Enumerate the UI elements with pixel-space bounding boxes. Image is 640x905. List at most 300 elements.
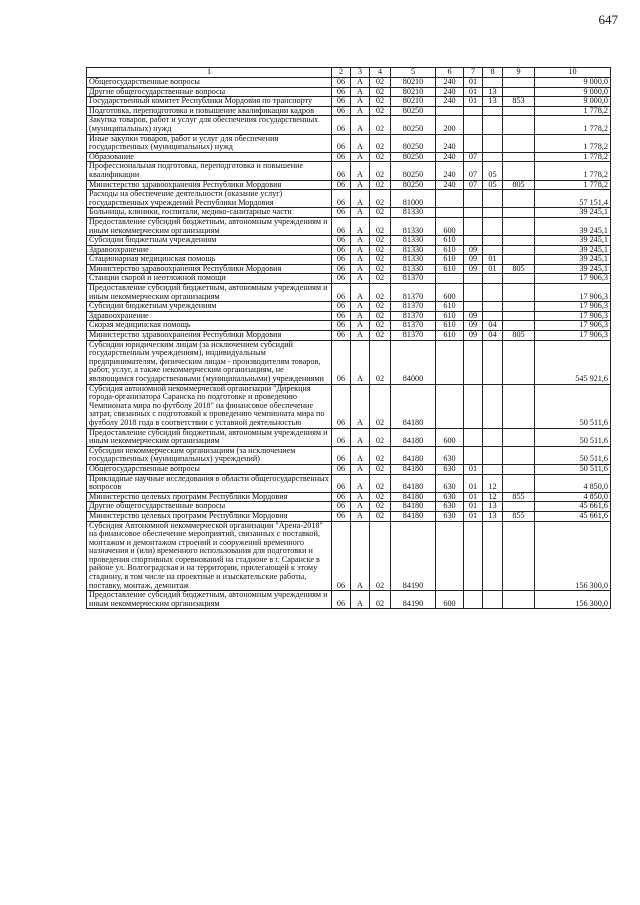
row-name: Стационарная медицинская помощь: [87, 255, 332, 265]
row-amount: 39 245,1: [535, 208, 611, 218]
table-row: [87, 190, 611, 208]
row-code-7: [464, 521, 483, 591]
row-code-9: [503, 190, 535, 208]
row-code-5: 81370: [391, 284, 436, 302]
column-header: 6: [436, 68, 464, 78]
row-name: Общегосударственные вопросы: [87, 464, 332, 474]
table-row: [87, 162, 611, 180]
row-name: Прикладные научные исследования в области общегосударственных вопросов: [87, 474, 332, 492]
row-code-2: 06: [332, 134, 351, 152]
row-code-9: [503, 521, 535, 591]
row-code-4: 02: [370, 521, 391, 591]
table-row: [87, 274, 611, 284]
row-code-6: 610: [436, 321, 464, 331]
table-row: [87, 474, 611, 492]
row-code-5: 84180: [391, 428, 436, 446]
row-code-9: [503, 116, 535, 134]
row-code-2: 06: [332, 331, 351, 341]
row-code-6: 630: [436, 464, 464, 474]
row-code-4: 02: [370, 492, 391, 502]
row-name: Государственный комитет Республики Мордовия по транспорту: [87, 97, 332, 107]
row-code-3: А: [351, 492, 370, 502]
row-code-3: А: [351, 236, 370, 246]
row-code-6: [436, 208, 464, 218]
row-code-3: А: [351, 464, 370, 474]
row-code-5: 84180: [391, 384, 436, 428]
row-code-9: [503, 502, 535, 512]
row-name: Субсидии бюджетным учреждениям: [87, 302, 332, 312]
row-code-4: 02: [370, 428, 391, 446]
row-code-2: 06: [332, 521, 351, 591]
row-amount: 17 906,3: [535, 331, 611, 341]
row-code-2: 06: [332, 464, 351, 474]
table-row: [87, 134, 611, 152]
row-code-7: 07: [464, 180, 483, 190]
row-name: Субсидия автономной некоммерческой организации "Дирекция города-организатора Саранска по подготовке и проведению Чемпионата мира по футболу 2018" на финансовое обеспечение затрат, связанных с подготовкой к проведению чемпионата мира по футболу 2018 года в соответствии с уставной деятельностью: [87, 384, 332, 428]
column-header: 9: [503, 68, 535, 78]
row-name: Предоставление субсидий бюджетным, автономным учреждениям и иным некоммерческим организациям: [87, 217, 332, 235]
row-code-7: 09: [464, 321, 483, 331]
row-code-7: [464, 591, 483, 609]
row-code-2: 06: [332, 321, 351, 331]
row-code-2: 06: [332, 474, 351, 492]
row-code-7: 07: [464, 162, 483, 180]
table-row: [87, 591, 611, 609]
row-code-5: 84000: [391, 340, 436, 384]
row-code-9: [503, 134, 535, 152]
row-name: Расходы на обеспечение деятельности (оказание услуг) государственных учреждений Республики Мордовия: [87, 190, 332, 208]
row-code-6: 240: [436, 87, 464, 97]
row-code-9: [503, 208, 535, 218]
row-amount: 17 906,3: [535, 321, 611, 331]
row-code-8: [483, 274, 503, 284]
row-amount: 50 511,6: [535, 384, 611, 428]
row-code-4: 02: [370, 311, 391, 321]
row-code-3: А: [351, 208, 370, 218]
row-code-6: 240: [436, 152, 464, 162]
row-code-3: А: [351, 474, 370, 492]
row-code-9: 805: [503, 331, 535, 341]
column-header: 2: [332, 68, 351, 78]
row-code-6: 240: [436, 180, 464, 190]
row-code-2: 06: [332, 190, 351, 208]
row-code-4: 02: [370, 78, 391, 88]
row-code-8: [483, 245, 503, 255]
row-code-5: 84180: [391, 502, 436, 512]
row-name: Образование: [87, 152, 332, 162]
row-code-6: 200: [436, 116, 464, 134]
row-code-4: 02: [370, 274, 391, 284]
row-code-2: 06: [332, 106, 351, 116]
table-row: [87, 264, 611, 274]
row-code-7: [464, 340, 483, 384]
row-code-8: 12: [483, 492, 503, 502]
row-code-2: 06: [332, 446, 351, 464]
row-code-3: А: [351, 106, 370, 116]
row-code-7: [464, 217, 483, 235]
row-code-4: 02: [370, 474, 391, 492]
table-row: [87, 311, 611, 321]
row-code-6: 630: [436, 492, 464, 502]
row-code-5: 81370: [391, 302, 436, 312]
row-name: Профессиональная подготовка, переподготовка и повышение квалификации: [87, 162, 332, 180]
row-code-4: 02: [370, 245, 391, 255]
row-code-2: 06: [332, 217, 351, 235]
row-code-2: 06: [332, 97, 351, 107]
row-code-6: 610: [436, 302, 464, 312]
row-code-9: [503, 255, 535, 265]
row-code-5: 84180: [391, 446, 436, 464]
row-code-4: 02: [370, 87, 391, 97]
row-code-2: 06: [332, 245, 351, 255]
row-code-3: А: [351, 591, 370, 609]
row-amount: 50 511,6: [535, 464, 611, 474]
row-code-8: [483, 591, 503, 609]
row-code-3: А: [351, 180, 370, 190]
row-code-8: [483, 340, 503, 384]
row-code-2: 06: [332, 502, 351, 512]
row-code-6: [436, 384, 464, 428]
table-row: [87, 302, 611, 312]
row-code-6: 630: [436, 502, 464, 512]
row-amount: 57 151,4: [535, 190, 611, 208]
row-code-3: А: [351, 245, 370, 255]
row-code-2: 06: [332, 180, 351, 190]
table-row: [87, 116, 611, 134]
row-amount: 17 906,3: [535, 311, 611, 321]
row-code-8: [483, 116, 503, 134]
row-code-4: 02: [370, 255, 391, 265]
column-header: 5: [391, 68, 436, 78]
row-code-5: 84180: [391, 474, 436, 492]
table-row: [87, 464, 611, 474]
row-code-2: 06: [332, 208, 351, 218]
row-amount: 9 000,0: [535, 78, 611, 88]
row-code-8: [483, 78, 503, 88]
row-code-2: 06: [332, 162, 351, 180]
row-code-3: А: [351, 311, 370, 321]
row-amount: 1 778,2: [535, 162, 611, 180]
row-code-6: 610: [436, 255, 464, 265]
row-code-6: 240: [436, 97, 464, 107]
row-code-8: [483, 384, 503, 428]
table-row: [87, 106, 611, 116]
table-row: [87, 502, 611, 512]
row-name: Субсидии некоммерческим организациям (за исключением государственных (муниципальных) учреждений): [87, 446, 332, 464]
table-row: [87, 78, 611, 88]
row-code-4: 02: [370, 190, 391, 208]
row-code-3: А: [351, 511, 370, 521]
row-code-8: [483, 152, 503, 162]
row-code-5: 81370: [391, 321, 436, 331]
row-code-5: 81370: [391, 331, 436, 341]
row-code-7: 01: [464, 492, 483, 502]
table-row: [87, 492, 611, 502]
row-code-8: [483, 446, 503, 464]
row-code-9: [503, 236, 535, 246]
row-code-3: А: [351, 162, 370, 180]
row-code-6: 600: [436, 428, 464, 446]
row-code-2: 06: [332, 384, 351, 428]
row-amount: 9 000,0: [535, 97, 611, 107]
row-code-3: А: [351, 331, 370, 341]
row-code-5: 80250: [391, 152, 436, 162]
page-number: 647: [598, 12, 618, 27]
row-code-9: [503, 321, 535, 331]
table-row: [87, 321, 611, 331]
row-code-4: 02: [370, 302, 391, 312]
row-code-9: [503, 340, 535, 384]
row-code-8: 04: [483, 321, 503, 331]
row-code-9: [503, 428, 535, 446]
table-row: [87, 152, 611, 162]
table-row: [87, 446, 611, 464]
row-name: Министерство целевых программ Республики Мордовия: [87, 492, 332, 502]
row-code-9: [503, 245, 535, 255]
row-code-5: 80210: [391, 78, 436, 88]
row-code-7: 09: [464, 255, 483, 265]
row-code-6: 630: [436, 446, 464, 464]
row-code-8: 05: [483, 162, 503, 180]
row-code-7: 01: [464, 511, 483, 521]
row-code-7: [464, 208, 483, 218]
row-code-3: А: [351, 152, 370, 162]
row-amount: 50 511,6: [535, 446, 611, 464]
row-amount: 156 300,0: [535, 521, 611, 591]
row-name: Скорая медицинская помощь: [87, 321, 332, 331]
row-code-4: 02: [370, 321, 391, 331]
row-code-2: 06: [332, 591, 351, 609]
row-code-8: 01: [483, 264, 503, 274]
row-amount: 45 661,6: [535, 511, 611, 521]
row-amount: 1 778,2: [535, 134, 611, 152]
row-code-6: 630: [436, 511, 464, 521]
row-code-8: [483, 106, 503, 116]
table-row: [87, 217, 611, 235]
budget-table: [86, 67, 611, 609]
row-code-5: 81330: [391, 255, 436, 265]
row-name: Больницы, клиники, госпитали, медико-санитарные части: [87, 208, 332, 218]
row-code-2: 06: [332, 255, 351, 265]
row-code-5: 80250: [391, 162, 436, 180]
row-code-7: 09: [464, 331, 483, 341]
row-name: Министерство здравоохранения Республики Мордовия: [87, 180, 332, 190]
row-code-5: 80250: [391, 134, 436, 152]
row-name: Предоставление субсидий бюджетным, автономным учреждениям и иным некоммерческим организациям: [87, 284, 332, 302]
row-code-6: 610: [436, 311, 464, 321]
row-code-9: [503, 274, 535, 284]
row-code-3: А: [351, 255, 370, 265]
row-code-3: А: [351, 134, 370, 152]
row-code-4: 02: [370, 217, 391, 235]
row-code-5: 84190: [391, 521, 436, 591]
row-code-9: [503, 474, 535, 492]
row-code-3: А: [351, 190, 370, 208]
row-code-9: 805: [503, 180, 535, 190]
row-code-7: 01: [464, 87, 483, 97]
row-code-7: 09: [464, 311, 483, 321]
row-code-5: 81370: [391, 311, 436, 321]
row-code-9: [503, 217, 535, 235]
row-code-4: 02: [370, 236, 391, 246]
row-code-2: 06: [332, 264, 351, 274]
row-code-2: 06: [332, 511, 351, 521]
row-name: Здравоохранение: [87, 311, 332, 321]
row-code-9: [503, 384, 535, 428]
row-code-4: 02: [370, 340, 391, 384]
row-code-7: 07: [464, 152, 483, 162]
row-code-4: 02: [370, 464, 391, 474]
row-code-3: А: [351, 521, 370, 591]
row-code-7: [464, 106, 483, 116]
row-code-5: 84180: [391, 492, 436, 502]
row-code-7: 01: [464, 502, 483, 512]
row-code-3: А: [351, 321, 370, 331]
table-row: [87, 331, 611, 341]
table-row: [87, 511, 611, 521]
row-code-8: 12: [483, 474, 503, 492]
row-code-4: 02: [370, 446, 391, 464]
row-amount: 1 778,2: [535, 180, 611, 190]
row-code-9: [503, 162, 535, 180]
row-code-9: [503, 446, 535, 464]
row-code-6: 600: [436, 591, 464, 609]
row-code-6: 240: [436, 134, 464, 152]
row-code-3: А: [351, 274, 370, 284]
row-amount: 156 300,0: [535, 591, 611, 609]
row-code-3: А: [351, 87, 370, 97]
row-code-3: А: [351, 116, 370, 134]
row-code-9: [503, 591, 535, 609]
table-body: [87, 78, 611, 609]
row-code-8: [483, 464, 503, 474]
row-code-2: 06: [332, 311, 351, 321]
table-header-row: [87, 68, 611, 78]
table-row: [87, 384, 611, 428]
row-code-2: 06: [332, 274, 351, 284]
row-code-3: А: [351, 340, 370, 384]
table-row: [87, 340, 611, 384]
row-amount: 39 245,1: [535, 245, 611, 255]
row-code-6: [436, 340, 464, 384]
row-code-5: 84190: [391, 591, 436, 609]
row-name: Другие общегосударственные вопросы: [87, 502, 332, 512]
column-header: 8: [483, 68, 503, 78]
row-code-9: [503, 106, 535, 116]
row-code-8: [483, 311, 503, 321]
row-code-8: [483, 134, 503, 152]
row-code-9: [503, 311, 535, 321]
row-code-7: 09: [464, 245, 483, 255]
row-code-9: 805: [503, 264, 535, 274]
row-code-4: 02: [370, 106, 391, 116]
row-name: Субсидии юридическим лицам (за исключением субсидий государственным учреждениям), индивидуальным предпринимателям, физическим лицам - производителям товаров, работ, услуг, а также некоммерческим организациям, не являющимся государственными (муниципальными) учреждениями: [87, 340, 332, 384]
row-code-8: [483, 208, 503, 218]
row-amount: 17 906,3: [535, 302, 611, 312]
row-code-6: 600: [436, 284, 464, 302]
row-name: Закупка товаров, работ и услуг для обеспечения государственных (муниципальных) нужд: [87, 116, 332, 134]
row-code-5: 80250: [391, 116, 436, 134]
row-code-7: [464, 446, 483, 464]
row-code-5: 81370: [391, 274, 436, 284]
row-code-4: 02: [370, 116, 391, 134]
row-code-2: 06: [332, 284, 351, 302]
row-code-5: 81330: [391, 217, 436, 235]
row-code-5: 81330: [391, 208, 436, 218]
row-code-8: [483, 284, 503, 302]
row-amount: 4 850,0: [535, 492, 611, 502]
row-name: Министерство здравоохранения Республики Мордовия: [87, 331, 332, 341]
table-row: [87, 245, 611, 255]
row-code-5: 80250: [391, 106, 436, 116]
row-code-6: [436, 274, 464, 284]
row-amount: 1 778,2: [535, 116, 611, 134]
row-code-6: 610: [436, 245, 464, 255]
table-row: [87, 97, 611, 107]
column-header: 4: [370, 68, 391, 78]
row-code-8: [483, 302, 503, 312]
row-code-2: 06: [332, 116, 351, 134]
column-header: 10: [535, 68, 611, 78]
row-code-2: 06: [332, 302, 351, 312]
row-code-7: [464, 302, 483, 312]
column-header: 1: [87, 68, 332, 78]
row-code-7: 01: [464, 474, 483, 492]
row-code-6: [436, 190, 464, 208]
row-code-3: А: [351, 428, 370, 446]
row-code-5: 81330: [391, 236, 436, 246]
row-code-8: 01: [483, 255, 503, 265]
row-name: Предоставление субсидий бюджетным, автономным учреждениям и иным некоммерческим организациям: [87, 591, 332, 609]
row-code-3: А: [351, 217, 370, 235]
row-code-7: 01: [464, 78, 483, 88]
row-amount: 4 850,0: [535, 474, 611, 492]
table-row: [87, 255, 611, 265]
row-code-7: [464, 384, 483, 428]
row-code-7: [464, 134, 483, 152]
row-code-5: 80210: [391, 97, 436, 107]
row-code-3: А: [351, 446, 370, 464]
row-name: Общегосударственные вопросы: [87, 78, 332, 88]
row-code-6: 240: [436, 78, 464, 88]
row-code-2: 06: [332, 236, 351, 246]
row-code-9: [503, 284, 535, 302]
row-code-8: 13: [483, 511, 503, 521]
row-code-2: 06: [332, 152, 351, 162]
row-code-8: 04: [483, 331, 503, 341]
row-code-5: 81330: [391, 245, 436, 255]
row-code-5: 84180: [391, 511, 436, 521]
row-name: Станции скорой и неотложной помощи: [87, 274, 332, 284]
row-code-9: 855: [503, 511, 535, 521]
row-name: Предоставление субсидий бюджетным, автономным учреждениям и иным некоммерческим организациям: [87, 428, 332, 446]
column-header: 7: [464, 68, 483, 78]
table-row: [87, 284, 611, 302]
row-code-6: [436, 521, 464, 591]
row-code-3: А: [351, 302, 370, 312]
row-code-2: 06: [332, 340, 351, 384]
row-code-9: [503, 87, 535, 97]
row-code-8: 13: [483, 97, 503, 107]
row-code-9: [503, 302, 535, 312]
row-amount: 9 000,0: [535, 87, 611, 97]
row-code-9: 853: [503, 97, 535, 107]
row-code-9: [503, 152, 535, 162]
row-name: Министерство целевых программ Республики Мордовия: [87, 511, 332, 521]
row-code-4: 02: [370, 284, 391, 302]
row-code-4: 02: [370, 591, 391, 609]
row-code-5: 84180: [391, 464, 436, 474]
